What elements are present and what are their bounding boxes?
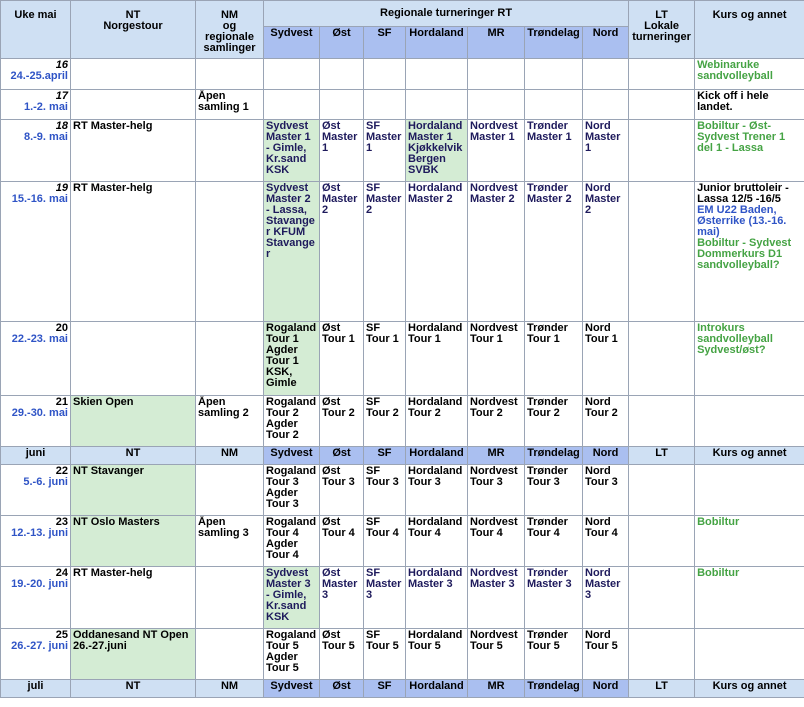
region-cell: Sydvest Master 3 - Gimle, Kr.sand KSK [264,567,320,629]
region-cell: Hordaland Master 2 [406,182,468,322]
section-region: Nord [583,447,629,465]
region-cell: Trønder Master 3 [525,567,583,629]
nm-cell [196,59,264,90]
region-cell [525,90,583,120]
region-cell: SF Master 3 [364,567,406,629]
nt-cell [71,59,196,90]
section-region: Trøndelag [525,680,583,698]
lt-cell [629,567,695,629]
nm-cell: Åpen samling 2 [196,396,264,447]
table-row [1,59,804,90]
region-cell [320,59,364,90]
nt-cell: Skien Open [71,396,196,447]
region-cell: Hordaland Master 1 Kjøkkelvik Bergen SVBK [406,120,468,182]
region-cell: Nord Tour 2 [583,396,629,447]
region-cell: Hordaland Tour 4 [406,516,468,567]
table-row [1,90,804,120]
region-cell: Nord Tour 3 [583,465,629,516]
region-cell: Trønder Tour 3 [525,465,583,516]
nm-cell: Åpen samling 3 [196,516,264,567]
kurs-cell: Bobiltur [695,516,804,567]
region-cell [468,90,525,120]
lt-cell [629,629,695,680]
lt-cell [629,59,695,90]
header-lt: LT Lokale turneringer [629,1,695,59]
lt-cell [629,516,695,567]
region-cell [406,90,468,120]
section-region: MR [468,447,525,465]
kurs-cell: Webinaruke sandvolleyball [695,59,804,90]
week-cell: 24 19.-20. juni [1,567,71,629]
nt-cell [71,90,196,120]
table-row [1,322,804,396]
table-row [1,120,804,182]
region-cell: Rogaland Tour 1 Agder Tour 1 KSK, Gimle [264,322,320,396]
kurs-em: EM U22 Baden, Østerrike (13.-16. mai) [697,204,787,238]
nt-cell: NT Stavanger [71,465,196,516]
header-region: MR [468,27,525,59]
header-nt: NT Norgestour [71,1,196,59]
table-row [1,516,804,567]
section-month: juli [1,680,71,698]
region-cell: SF Tour 1 [364,322,406,396]
region-cell: SF Tour 3 [364,465,406,516]
region-cell: Trønder Master 1 [525,120,583,182]
section-header-row [1,680,804,698]
region-cell: Nord Tour 1 [583,322,629,396]
header-region: Nord [583,27,629,59]
region-cell: Hordaland Tour 5 [406,629,468,680]
lt-cell [629,120,695,182]
region-cell: Nordvest Master 2 [468,182,525,322]
region-cell [320,90,364,120]
kurs-cell: Introkurs sandvolleyball Sydvest/øst? [695,322,804,396]
kurs-cell [695,629,804,680]
lt-cell [629,322,695,396]
week-cell: 17 1.-2. mai [1,90,71,120]
region-cell: SF Tour 5 [364,629,406,680]
nt-cell: Oddanesand NT Open 26.-27.juni [71,629,196,680]
header-region: Øst [320,27,364,59]
section-region: Nord [583,680,629,698]
region-cell: Øst Tour 5 [320,629,364,680]
region-cell: Nord Tour 4 [583,516,629,567]
region-cell: Hordaland Tour 3 [406,465,468,516]
section-kurs: Kurs og annet [695,447,804,465]
region-cell: SF Master 1 [364,120,406,182]
week-cell: 19 15.-16. mai [1,182,71,322]
region-cell [583,90,629,120]
region-cell: Nordvest Master 3 [468,567,525,629]
region-cell: Øst Master 3 [320,567,364,629]
header-region: Sydvest [264,27,320,59]
region-cell: Rogaland Tour 5 Agder Tour 5 [264,629,320,680]
table-row [1,629,804,680]
section-lt: LT [629,447,695,465]
region-cell: Nord Tour 5 [583,629,629,680]
section-nm: NM [196,447,264,465]
region-cell: Øst Master 2 [320,182,364,322]
section-nt: NT [71,680,196,698]
region-cell: Trønder Master 2 [525,182,583,322]
section-region: SF [364,447,406,465]
region-cell [364,90,406,120]
nm-cell [196,120,264,182]
kurs-bobiltur: Bobiltur - Sydvest Dommerkurs D1 sandvolleyball? [697,237,792,271]
region-cell: Hordaland Master 3 [406,567,468,629]
section-region: Sydvest [264,447,320,465]
week-cell: 18 8.-9. mai [1,120,71,182]
region-cell: Rogaland Tour 3 Agder Tour 3 [264,465,320,516]
region-cell: SF Tour 2 [364,396,406,447]
header-kurs: Kurs og annet [695,1,804,59]
nm-cell: Åpen samling 1 [196,90,264,120]
region-cell: Trønder Tour 1 [525,322,583,396]
section-kurs: Kurs og annet [695,680,804,698]
region-cell [264,90,320,120]
table-row [1,182,804,322]
nm-cell [196,322,264,396]
region-cell [468,59,525,90]
region-cell [525,59,583,90]
region-cell: Nord Master 3 [583,567,629,629]
table-row [1,465,804,516]
region-cell: Sydvest Master 1 - Gimle, Kr.sand KSK [264,120,320,182]
lt-cell [629,182,695,322]
section-region: Hordaland [406,680,468,698]
region-cell: Nordvest Tour 3 [468,465,525,516]
region-cell: Øst Tour 1 [320,322,364,396]
section-region: Trøndelag [525,447,583,465]
region-cell [583,59,629,90]
kurs-cell [695,396,804,447]
region-cell: SF Master 2 [364,182,406,322]
region-cell: Nordvest Tour 2 [468,396,525,447]
region-cell: SF Tour 4 [364,516,406,567]
header-rt: Regionale turneringer RT [264,1,629,27]
region-cell: Øst Tour 2 [320,396,364,447]
region-cell: Hordaland Tour 2 [406,396,468,447]
region-cell: Nordvest Tour 4 [468,516,525,567]
section-lt: LT [629,680,695,698]
kurs-cell [695,182,804,322]
kurs-cell: Kick off i hele landet. [695,90,804,120]
kurs-junior: Junior bruttoleir - Lassa 12/5 -16/5 [697,182,789,205]
region-cell [364,59,406,90]
week-cell: 23 12.-13. juni [1,516,71,567]
lt-cell [629,90,695,120]
region-cell: Øst Tour 4 [320,516,364,567]
section-header-row [1,447,804,465]
nt-cell [71,322,196,396]
header-nm: NM og regionale samlinger [196,1,264,59]
kurs-cell: Bobiltur - Øst- Sydvest Trener 1 del 1 - Lassa [695,120,804,182]
region-cell: Hordaland Tour 1 [406,322,468,396]
nm-cell [196,629,264,680]
table-row [1,567,804,629]
week-cell: 21 29.-30. mai [1,396,71,447]
header-region: Trøndelag [525,27,583,59]
nm-cell [196,182,264,322]
nm-cell [196,567,264,629]
kurs-cell [695,465,804,516]
section-region: SF [364,680,406,698]
region-cell [406,59,468,90]
table-row [1,396,804,447]
region-cell: Nord Master 1 [583,120,629,182]
header-region: SF [364,27,406,59]
region-cell: Øst Master 1 [320,120,364,182]
region-cell: Rogaland Tour 2 Agder Tour 2 [264,396,320,447]
section-region: Hordaland [406,447,468,465]
region-cell: Sydvest Master 2 - Lassa, Stavanger KFUM Stavanger [264,182,320,322]
region-cell: Nordvest Master 1 [468,120,525,182]
lt-cell [629,465,695,516]
region-cell: Rogaland Tour 4 Agder Tour 4 [264,516,320,567]
region-cell: Nordvest Tour 5 [468,629,525,680]
region-cell [264,59,320,90]
header-uke: Uke mai [1,1,71,59]
section-nt: NT [71,447,196,465]
nt-cell: RT Master-helg [71,182,196,322]
section-region: Øst [320,680,364,698]
nt-cell: RT Master-helg [71,567,196,629]
region-cell: Nordvest Tour 1 [468,322,525,396]
region-cell: Nord Master 2 [583,182,629,322]
week-cell: 20 22.-23. mai [1,322,71,396]
nt-cell: NT Oslo Masters [71,516,196,567]
header-region: Hordaland [406,27,468,59]
region-cell: Øst Tour 3 [320,465,364,516]
kurs-cell: Bobiltur [695,567,804,629]
nt-cell: RT Master-helg [71,120,196,182]
region-cell: Trønder Tour 5 [525,629,583,680]
section-region: Øst [320,447,364,465]
week-cell: 16 24.-25.april [1,59,71,90]
lt-cell [629,396,695,447]
region-cell: Trønder Tour 2 [525,396,583,447]
section-region: Sydvest [264,680,320,698]
section-month: juni [1,447,71,465]
section-region: MR [468,680,525,698]
week-cell: 25 26.-27. juni [1,629,71,680]
region-cell: Trønder Tour 4 [525,516,583,567]
nm-cell [196,465,264,516]
week-cell: 22 5.-6. juni [1,465,71,516]
section-nm: NM [196,680,264,698]
